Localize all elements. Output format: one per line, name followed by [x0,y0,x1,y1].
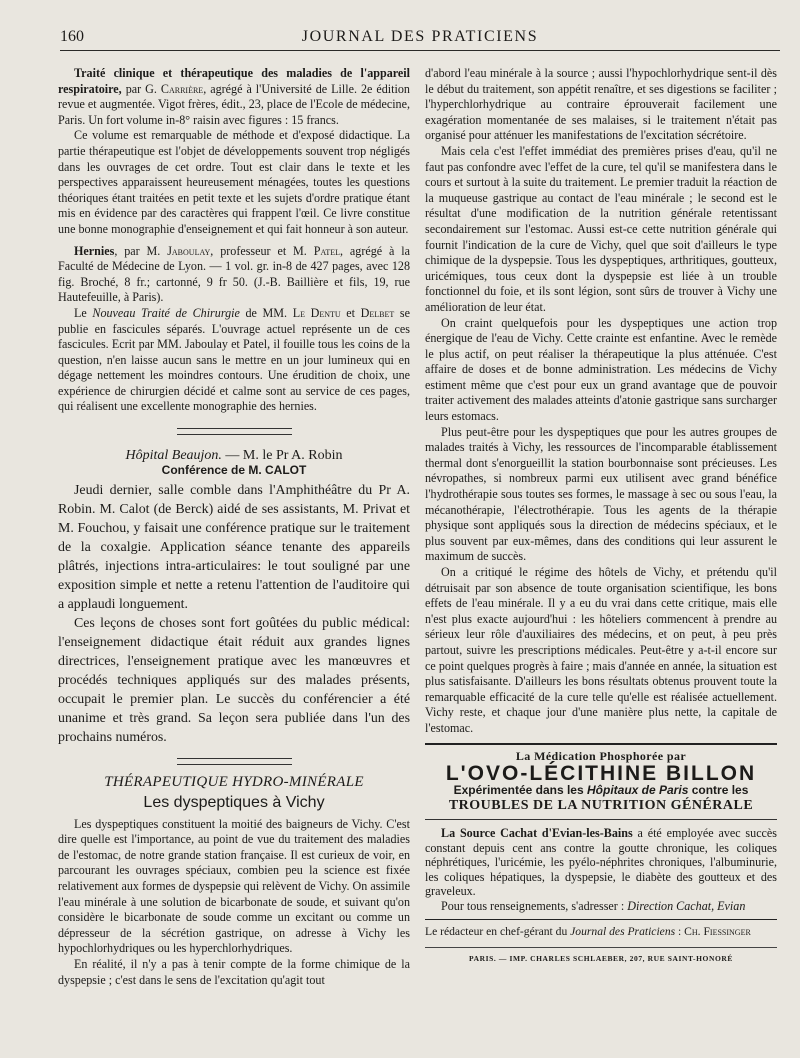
left-column [58,66,410,988]
ad-divider [425,819,777,820]
article-title: Les dyspeptiques à Vichy [143,794,325,812]
ad-line3-a: Expérimentée dans les [453,782,587,797]
printer-line: PARIS. — IMP. CHARLES SCHLAEBER, 207, RUE SAINT-HONORÉ [425,947,777,967]
ad-contact-address: Direction Cachat, Evian [627,898,746,913]
ad-line-medication: La Médication Phosphorée par [515,748,687,763]
ad-contact-text: Pour tous renseignements, s'adresser : [441,898,628,913]
review-hernies [58,244,410,306]
ad-cachat-text: a été employée avec succès constant depuis cent ans contre la goutte chronique, les coliques néphrétiques, l'uricémie, les pyélo-néphrites chroniques, l'albuminurie, les coliques hépatiques, la dyspepsie, le diabète des goutteux et des graveleux. [425,825,778,899]
review-hernies-body-b: de MM. [239,305,293,320]
review-hernies-meta2: , professeur et M. [210,243,307,258]
review-hernies-author4: Delbet [360,305,395,320]
article-continued-paragraph: Plus peut-être pour les dyspeptiques que pour les autres groupes de malades traités à Vichy, les ressources de l'incomparable établissement thermal dont s'enorgueillit la station bourbonnaise sont précieuses. Les névropathes, si nombreux parmi eux utilisent avec grand bénéfice l'hydrothérapie sous toutes ses formes, le massage à sec ou sous l'eau, la mécanothérapie, l'électrothérapie. Tous les agents de la thérapie physique sont appliqués sous la direction de médecins spéciaux, et le plus souvent par eux-mêmes, dans des conditions qui leur assurent le maximum de succès. [425,424,777,564]
page-header [60,28,780,51]
review-carriere-meta: , agrégé à l'Université de Lille. 2e édition revue et augmentée. Vigot frères, édit., 23, place de l'Ecole de médecine, Paris. Un fort volume in-8° raisin avec figures : 15 francs. [58,81,410,127]
review-hernies-meta1: , par M. [114,243,161,258]
review-carriere-body: Ce volume est remarquable de méthode et d'exposé didactique. La partie thérapeutique est l'objet de développements souvent trop négligés dans les ouvrages de cet ordre. Tout est clair dans le texte et les perspectives apparaissent heureusement ménagées, toutes les questions théoriques étant traitées en petit texte et les sujets d'ordre pratique étant mis en évidence par des caractères qui frappent l'œil. Ce livre constitue une bonne monographie d'enseignement et qui fait honneur à son auteur. [58,128,410,236]
ad-line3-italic: Hôpitaux de Paris [587,782,689,797]
editor-journal: Journal des Praticiens [570,925,676,939]
section-divider [58,424,410,440]
ad-cachat [425,826,777,899]
right-column [425,66,777,967]
page-number: 160 [60,28,84,45]
hospital-professor: — M. le Pr A. Robin [221,447,343,463]
review-hernies-author2: Patel [313,243,341,258]
article-paragraph: En réalité, il n'y a pas à tenir compte de la forme chimique de la dyspepsie ; c'est dans le sens de l'excitation qu'agit tout [58,956,410,987]
review-hernies-body-a: Le [74,305,93,320]
hospital-heading [58,448,410,464]
ad-line3-b: contre les [688,782,749,797]
calot-paragraph: Jeudi dernier, salle comble dans l'Amphithéâtre du Pr A. Robin. M. Calot (de Berck) aidé de ses assistants, M. Privat et M. Fouchou, y faisait une conférence pratique sur le traitement de la coxalgie. Application séance tenante des appareils plâtrés, injections intra-articulaires: le tout souligné par une exposition simple et nette a retenu l'attention de l'auditoire qui a applaudi longuement. [58,482,410,612]
calot-article [58,481,410,747]
review-hernies-book: Nouveau Traité de Chirurgie [92,305,240,320]
review-hernies-body-c: et [340,305,361,320]
article-continued-paragraph: On a critiqué le régime des hôtels de Vichy, et prétendu qu'il détruisait par son absence de toute organisation scientifique, les bons effets de l'eau minérale. Il y a eu du vrai dans cette critique, mais elle n'est plus exacte aujourd'hui : les hôteliers commencent à prendre au sérieux leur rôle d'auxiliaires des médecins, et on peut, à peu près partout, suivre les prescriptions médicales. Peut-être y a-t-il encore sur ce point quelques progrès à faire ; mais d'année en année, la situation est plus satisfaisante. D'ailleurs les bons résultats obtenus prouvent toute la remarquable efficacité de la cure telle qu'elle est réalisée actuellement. Vichy reste, et chaque jour d'une manière plus nette, la capitale de l'estomac. [425,565,777,735]
ad-contact [425,899,777,914]
review-carriere [58,66,410,128]
article-paragraph: Les dyspeptiques constituent la moitié des baigneurs de Vichy. C'est dire quelle est l'importance, au point de vue du traitement des maladies de l'estomac, de notre grande station française. Il est curieux de voir, en parcourant les ouvrages spéciaux, combien peu la science est fixée relativement aux formes de dyspepsie qui relèvent de Vichy. On assimile l'eau minérale à une solution de bicarbonate de soude, et suivant qu'on considère le bicarbonate de soude comme un excitant ou comme un dépresseur de la sécrétion gastrique, on adresse à Vichy les hypochlorhydriques ou les hyperchlorhydriques. [58,816,410,956]
ad-divider [425,919,777,920]
editor-name: : Ch. Fiessinger [675,925,751,939]
review-carriere-title: Traité clinique et thérapeutique des maladies de l'appareil respiratoire, [58,66,410,96]
review-hernies-author3: Le Dentu [292,305,341,320]
ad-product-name: L'OVO-LÉCITHINE BILLON [445,762,757,786]
review-carriere-author: Carrière [160,81,204,96]
advertisement-block [425,743,777,967]
ad-cachat-title: La Source Cachat d'Evian-les-Bains [441,825,633,840]
review-carriere-by: par G. [125,81,157,96]
editor-line [425,924,777,940]
section-divider [58,754,410,770]
ad-line-experimented [425,783,777,799]
review-hernies-meta3: , agrégé à la Faculté de Médecine de Lyon. — 1 vol. gr. in-8 de 427 pages, avec 128 fig. Broché, 8 fr.; cartonné, 9 fr 50. (J.-B. Baillière et fils, 19, rue Hautefeuille, à Paris). [58,243,410,305]
section-title: THÉRAPEUTIQUE HYDRO-MINÉRALE [104,774,364,791]
calot-paragraph: Ces leçons de choses sont fort goûtées du public médical: l'enseignement didactique était réduit aux grandes lignes directrices, l'enseignement pratique avec les manœuvres et procédés techniques appliqués sur des malades présents, occupait le premier plan. Le succès du conférencier a été unanime et très grand. Sa leçon sera publiée dans l'un des prochains numéros. [58,615,410,745]
editor-text: Le rédacteur en chef-gérant du [425,925,571,939]
conference-title: Conférence de M. CALOT [161,463,307,478]
journal-title: JOURNAL DES PRATICIENS [301,28,539,45]
ad-line-troubles: TROUBLES DE LA NUTRITION GÉNÉRALE [448,798,754,814]
article-continued-paragraph: d'abord l'eau minérale à la source ; aussi l'hypochlorhydrique sent-il dès le début du traitement, son appétit renaître, et ses digestions se faciliter ; l'hyperchlorhydrique au contraire éprouverait facilement une exagération momentanée de ses malaises, si le traitement n'était pas organisé pour atténuer les manifestations de l'excitation sécrétoire. [425,66,777,143]
review-hernies-body-d: se publie en fascicules séparés. L'ouvrage actuel représente un de ces fascicules. Ecrit par MM. Jaboulay et Patel, il fouille tous les coins de la question, n'en laisse aucun sans le mettre en un jour lumineux qui en dégage nettement les moindres contours. Une érudition de choix, une expérience de chirurgien décidé et calme sont au service de ces pages, qui réalisent une excellente monographie des hernies. [58,305,411,414]
article-continued-paragraph: Mais cela c'est l'effet immédiat des premières prises d'eau, qu'il ne faut pas confondre avec l'effet de la cure, tel qu'il se manifestera dans le cours et surtout à la suite du traitement. Le premier traduit la réaction de la muqueuse gastrique au contact de l'eau minérale ; le second est le résultat d'une modification de la nutrition générale retentissant secondairement sur l'estomac. Aussi est-ce cette nutrition générale qui fournit l'indication de la cure de Vichy, quel que soit d'ailleurs le type chimique de la dyspepsie. Tous les dyspeptiques, arthritiques, goutteux, uricémiques, tous ceux dont la dyspepsie est liée à un trouble fonctionnel du foie, et ils sont légion, sont sûrs de trouver à Vichy une amélioration de leur état. [425,143,777,314]
hospital-name: Hôpital Beaujon. [125,447,222,463]
review-hernies-title: Hernies [74,243,115,258]
review-hernies-author1: Jaboulay [167,243,211,258]
article-continued-paragraph: On craint quelquefois pour les dyspeptiques une action trop énergique de l'eau de Vichy. Cette crainte est enfantine. Avec le remède le plus actif, on peut réaliser la thérapeutique la plus atténuée. C'est affaire de doses et de bonne administration. Les médecins de Vichy estiment même que c'est pour eux un grand avantage que de pouvoir traiter activement des malades atteints d'atonie gastrique sans surcharger leurs estomacs. [425,315,777,424]
review-hernies-body [58,306,410,415]
